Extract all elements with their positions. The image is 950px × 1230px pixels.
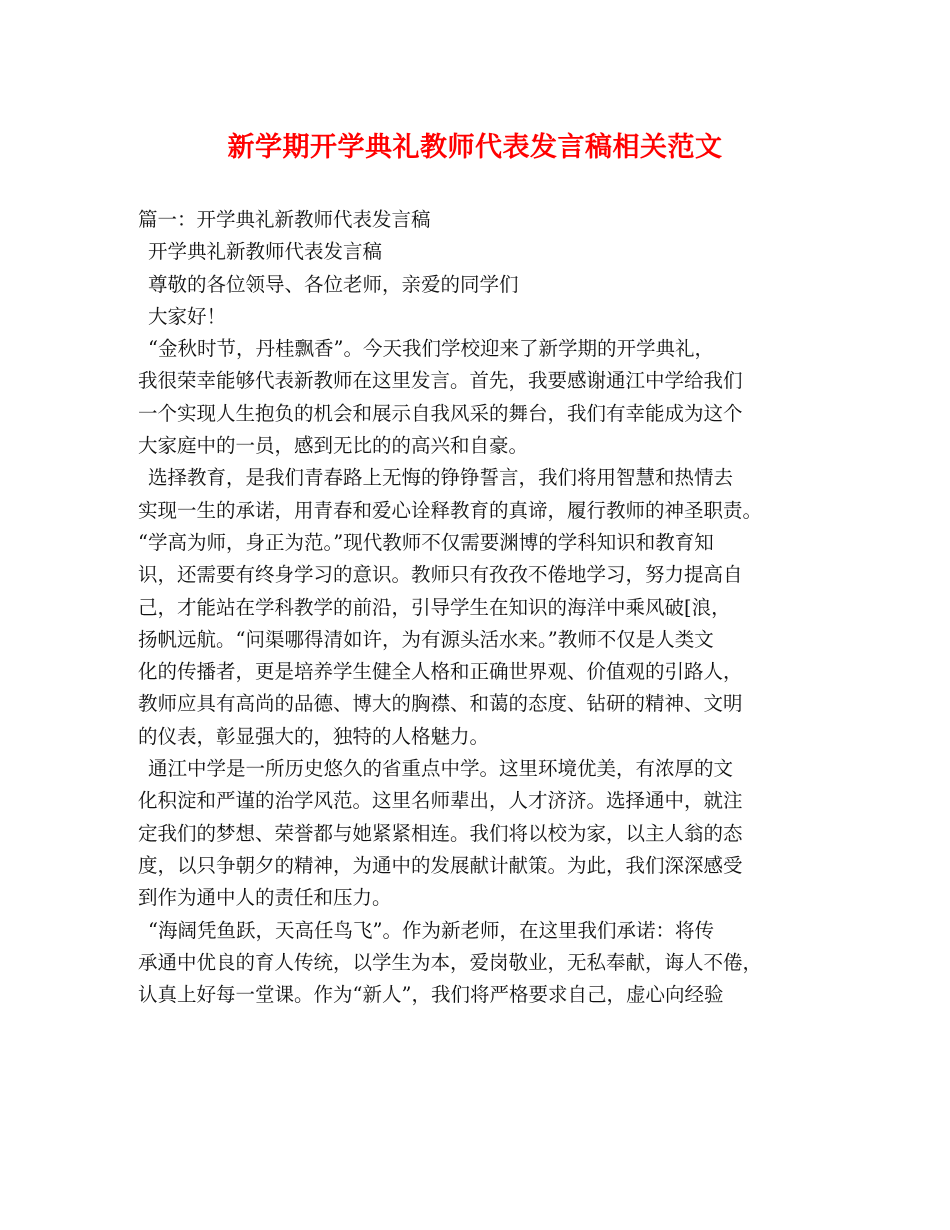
paragraph-line: 化的传播者，更是培养学生健全人格和正确世界观、价值观的引路人， [138, 660, 743, 684]
paragraph-line: 己，才能站在学科教学的前沿，引导学生在知识的海洋中乘风破[浪， [138, 595, 731, 619]
paragraph-line: “学高为师，身正为范。”现代教师不仅需要渊博的学科知识和教育知 [138, 530, 714, 554]
paragraph-line: 教师应具有高尚的品德、博大的胸襟、和蔼的态度、钻研的精神、文明 [138, 692, 743, 716]
paragraph-line: 识，还需要有终身学习的意识。教师只有孜孜不倦地学习，努力提高自 [138, 563, 743, 587]
paragraph-line: “金秋时节，丹桂飘香”。今天我们学校迎来了新学期的开学典礼， [148, 337, 714, 361]
paragraph-line: 定我们的梦想、荣誉都与她紧紧相连。我们将以校为家，以主人翁的态 [138, 821, 743, 845]
section-heading: 篇一：开学典礼新教师代表发言稿 [138, 208, 431, 231]
document-title: 新学期开学典礼教师代表发言稿相关范文 [227, 132, 723, 163]
paragraph-line: 承通中优良的育人传统，以学生为本，爱岗敬业，无私奉献，诲人不倦， [138, 950, 763, 974]
paragraph-line: 化积淀和严谨的治学风范。这里名师辈出，人才济济。选择通中，就注 [138, 789, 743, 813]
paragraph-line: 选择教育，是我们青春路上无悔的铮铮誓言，我们将用智慧和热情去 [148, 466, 734, 490]
paragraph-line: 扬帆远航。“问渠哪得清如许，为有源头活水来。”教师不仅是人类文 [138, 627, 714, 651]
speech-title: 开学典礼新教师代表发言稿 [148, 240, 383, 264]
paragraph-line: 到作为通中人的责任和压力。 [138, 886, 392, 910]
paragraph-line: 的仪表，彰显强大的，独特的人格魅力。 [138, 724, 490, 748]
paragraph-line: 通江中学是一所历史悠久的省重点中学。这里环境优美，有浓厚的文 [148, 757, 734, 781]
document-body [138, 204, 828, 1011]
paragraph-line: 我很荣幸能够代表新教师在这里发言。首先，我要感谢通江中学给我们 [138, 369, 743, 393]
salutation: 尊敬的各位领导、各位老师，亲爱的同学们 [148, 272, 519, 296]
paragraph-line: 实现一生的承诺，用青春和爱心诠释教育的真谛，履行教师的神圣职责。 [138, 498, 763, 522]
paragraph-line: “海阔凭鱼跃，天高任鸟飞”。作为新老师，在这里我们承诺：将传 [148, 918, 714, 942]
paragraph-line: 一个实现人生抱负的机会和展示自我风采的舞台，我们有幸能成为这个 [138, 401, 743, 425]
greeting: 大家好！ [148, 304, 227, 328]
paragraph-line: 大家庭中的一员，感到无比的的高兴和自豪。 [138, 434, 529, 458]
paragraph-line: 度，以只争朝夕的精神，为通中的发展献计献策。为此，我们深深感受 [138, 853, 743, 877]
paragraph-line: 认真上好每一堂课。作为“新人”，我们将严格要求自己，虚心向经验 [138, 983, 724, 1007]
